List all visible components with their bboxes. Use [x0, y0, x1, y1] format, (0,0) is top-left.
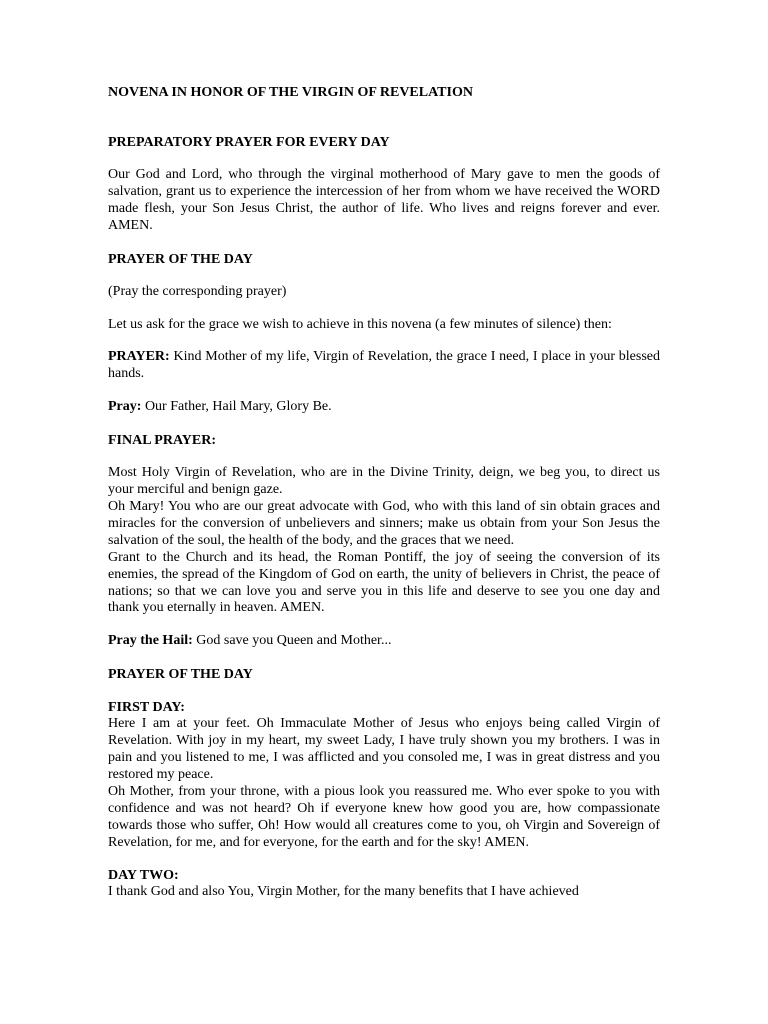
pray-hail-paragraph — [108, 633, 660, 650]
first-day-paragraph: Oh Mother, from your throne, with a pious look you reassured me. Who ever spoke to you with confidence and was not heard? Oh if everyone knew how good you are, how compassionate towards those who suffer, Oh! How would all creatures come to you, oh Virgin and Sovereign of Revelation, for me, and for everyone, for the earth and for the sky! AMEN. — [108, 783, 660, 850]
final-prayer-paragraph: Grant to the Church and its head, the Roman Pontiff, the joy of seeing the conversion of its enemies, the spread of the Kingdom of God on earth, the unity of believers in Christ, the peace of nations; so that we can love you and serve you in this life and deserve to see you one day and thank you eternally in heaven. AMEN. — [108, 549, 660, 616]
day-two-heading: DAY TWO: — [108, 868, 179, 884]
pray-text: Our Father, Hail Mary, Glory Be. — [141, 399, 332, 415]
document-title: NOVENA IN HONOR OF THE VIRGIN OF REVELATION — [108, 85, 473, 100]
final-prayer-paragraph: Oh Mary! You who are our great advocate with God, who with this land of sin obtain graces and miracles for the conversion of unbelievers and sinners; make us obtain from your Son Jesus the salvation of the soul, the health of the body, and the graces that we need. — [108, 498, 660, 548]
first-day-heading: FIRST DAY: — [108, 700, 185, 716]
pray-paragraph — [108, 399, 660, 416]
pray-corresponding-note: (Pray the corresponding prayer) — [108, 283, 287, 299]
prayer-paragraph — [108, 349, 660, 383]
first-day-paragraph: Here I am at your feet. Oh Immaculate Mother of Jesus who enjoys being called Virgin of Revelation. With joy in my heart, my sweet Lady, I have truly shown you my brothers. I was in pain and you listened to me, I was afflicted and you consoled me, I was in great distress and you restored my peace. — [108, 716, 660, 782]
first-day-body — [108, 716, 660, 851]
prayer-of-day-heading-2: PRAYER OF THE DAY — [108, 667, 253, 683]
pray-hail-label: Pray the Hail: — [108, 633, 193, 649]
preparatory-heading: PREPARATORY PRAYER FOR EVERY DAY — [108, 135, 390, 150]
final-prayer-paragraph: Most Holy Virgin of Revelation, who are in the Divine Trinity, deign, we beg you, to direct us your merciful and benign gaze. — [108, 465, 660, 498]
pray-hail-text: God save you Queen and Mother... — [192, 633, 392, 649]
prayer-text: Kind Mother of my life, Virgin of Revelation, the grace I need, I place in your blessed hands. — [108, 349, 660, 382]
prayer-of-day-heading: PRAYER OF THE DAY — [108, 251, 253, 267]
ask-grace-text: Let us ask for the grace we wish to achieve in this novena (a few minutes of silence) then: — [108, 316, 612, 332]
pray-label: Pray: — [108, 399, 142, 415]
final-prayer-body — [108, 465, 660, 617]
prayer-label: PRAYER: — [108, 349, 170, 365]
day-two-text: I thank God and also You, Virgin Mother, for the many benefits that I have achieved — [108, 884, 579, 900]
final-prayer-heading: FINAL PRAYER: — [108, 433, 216, 449]
preparatory-text: Our God and Lord, who through the virginal motherhood of Mary gave to men the goods of salvation, grant us to experience the intercession of her from whom we have received the WORD made flesh, your Son Jesus Christ, the author of life. Who lives and reigns forever and ever. AMEN. — [108, 167, 660, 233]
